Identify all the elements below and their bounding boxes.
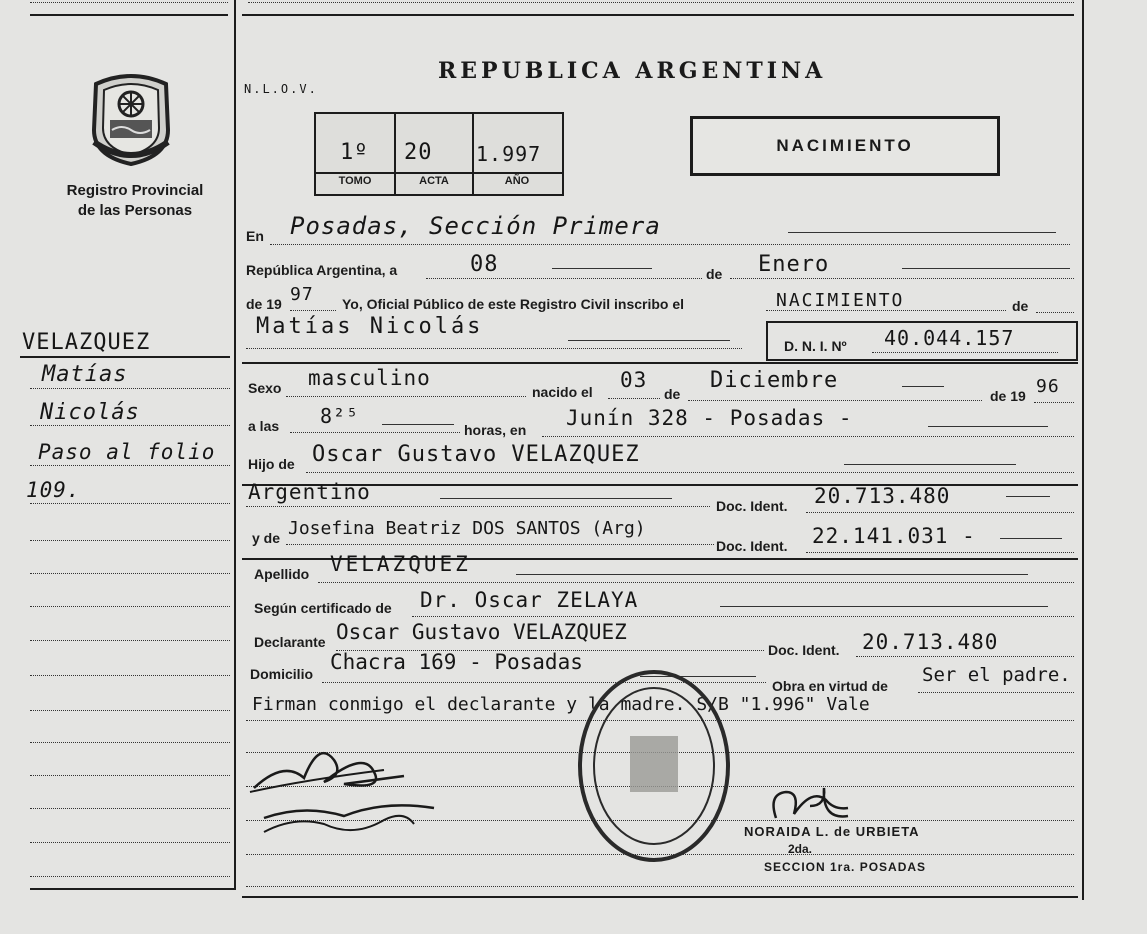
margin-surname-rule: [20, 356, 230, 358]
republica-label: República Argentina, a: [246, 262, 398, 278]
birth-month-dash: [902, 386, 944, 387]
country-title: REPUBLICA ARGENTINA: [438, 58, 827, 84]
name-dash: [568, 340, 730, 341]
certificate-value: Dr. Oscar ZELAYA: [420, 588, 639, 612]
month-value: Enero: [758, 252, 830, 277]
surname-value: VELAZQUEZ: [330, 552, 471, 576]
year-line: [290, 310, 336, 311]
father-value: Oscar Gustavo VELAZQUEZ: [312, 442, 640, 467]
de19-label: de 19: [246, 296, 282, 312]
segun-label: Según certificado de: [254, 600, 392, 616]
obra-value: Ser el padre.: [922, 664, 1071, 686]
domicilio-label: Domicilio: [250, 666, 314, 682]
official-name: NORAIDA L. de URBIETA: [744, 824, 920, 839]
left-top-rule: [30, 14, 228, 16]
surname-line: [318, 582, 1074, 583]
certificate-line: [412, 616, 1074, 617]
apellido-label: Apellido: [254, 566, 310, 582]
name-line: [246, 348, 742, 349]
birth-month-line: [688, 400, 982, 401]
mother-value: Josefina Beatriz DOS SANTOS (Arg): [288, 518, 646, 539]
year-suffix: 97: [290, 284, 314, 305]
father-nat-value: Argentino: [248, 480, 371, 504]
act-kind-value: NACIMIENTO: [776, 290, 905, 311]
official-signature: [764, 780, 944, 830]
sexo-label: Sexo: [248, 380, 282, 396]
day-value: 08: [470, 252, 499, 277]
father-doc-line: [806, 512, 1074, 513]
horas-label: horas, en: [464, 422, 527, 438]
certificate-dash: [720, 606, 1048, 607]
record-box: [314, 112, 564, 196]
alas-label: a las: [248, 418, 280, 434]
declarant-signature: [244, 720, 444, 860]
hour-line: [290, 432, 460, 433]
birth-year-value: 96: [1036, 376, 1060, 397]
margin-note2: 109.: [26, 478, 81, 502]
doc-label-2: Doc. Ident.: [716, 538, 788, 554]
address-line: [542, 436, 1074, 437]
act-type-box: [690, 116, 1000, 176]
left-column-border: [234, 0, 236, 890]
margin-surname: VELAZQUEZ: [22, 330, 151, 355]
en-line: [270, 244, 1070, 245]
hijo-label: Hijo de: [248, 456, 295, 472]
declarant-doc-value: 20.713.480: [862, 630, 999, 654]
oficial-label: Yo, Oficial Público de este Registro Civil inscribo el: [342, 296, 685, 312]
ano-value: 1.997: [476, 142, 542, 166]
top-rule: [242, 14, 1074, 16]
day-dash: [552, 268, 652, 269]
act-type-label: NACIMIENTO: [776, 136, 914, 155]
address-value: Junín 328 - Posadas -: [566, 406, 853, 430]
yde-label: y de: [252, 530, 281, 546]
official-line3: SECCION 1ra. POSADAS: [764, 860, 927, 874]
left-bottom-rule: [30, 888, 234, 890]
de-label-2: de: [1012, 298, 1029, 314]
registry-title-line2: de las Personas: [77, 202, 193, 219]
dni-value: 40.044.157: [884, 326, 1015, 350]
mother-doc-dash: [1000, 538, 1062, 539]
record-code: N.L.O.V.: [244, 82, 318, 96]
birth-year-line: [1034, 402, 1074, 403]
obra-label: Obra en virtud de: [772, 678, 888, 694]
de-label: de: [706, 266, 723, 282]
father-line: [306, 472, 1074, 473]
hour-value: 8²⁵: [320, 404, 360, 428]
name-bottom-rule: [242, 362, 1078, 364]
margin-given2: Nicolás: [40, 400, 140, 425]
acta-label: ACTA: [419, 175, 449, 187]
en-dash: [788, 232, 1056, 233]
birth-day-line: [608, 398, 660, 399]
ano-label: AÑO: [504, 175, 530, 187]
margin-note1: Paso al folio: [38, 440, 216, 464]
acta-value: 20: [404, 140, 433, 165]
father-doc-dash: [1006, 496, 1050, 497]
sexo-value: masculino: [308, 366, 431, 390]
dni-line: [872, 352, 1058, 353]
registry-title-line1: Registro Provincial: [66, 182, 204, 199]
day-line: [426, 278, 702, 279]
domicile-value: Chacra 169 - Posadas: [330, 650, 583, 674]
month-dash: [902, 268, 1070, 269]
registry-seal: [88, 70, 174, 166]
margin-given1: Matías: [42, 362, 128, 387]
de19b-label: de 19: [990, 388, 1026, 404]
top-dotted: [248, 2, 1074, 3]
birth-month-value: Diciembre: [710, 368, 839, 393]
nacido-label: nacido el: [532, 384, 593, 400]
father-doc-value: 20.713.480: [814, 484, 951, 508]
name-value: Matías Nicolás: [256, 314, 484, 339]
hour-dash: [382, 424, 454, 425]
mother-doc-line: [806, 552, 1074, 553]
bottom-rule: [242, 896, 1078, 898]
official-line2: 2da.: [788, 842, 813, 856]
mother-doc-value: 22.141.031 -: [812, 524, 976, 548]
en-label: En: [246, 228, 264, 244]
declarante-label: Declarante: [254, 634, 326, 650]
act-kind-line: [766, 310, 1006, 311]
de-label-3: de: [664, 386, 681, 402]
doc-label-1: Doc. Ident.: [716, 498, 788, 514]
father-nat-line: [246, 506, 710, 507]
sign-line-value: Firman conmigo el declarante y la madre. S/B "1.996" Vale: [252, 694, 870, 715]
surname-dash: [516, 574, 1028, 575]
tomo-label: TOMO: [338, 175, 372, 187]
de2-line: [1036, 312, 1074, 313]
sexo-line: [286, 396, 526, 397]
month-line: [730, 278, 1074, 279]
official-stamp: [574, 666, 734, 866]
tomo-value: 1º: [340, 140, 369, 165]
dni-label: D. N. I. Nº: [784, 338, 847, 354]
father-nat-dash: [440, 498, 672, 499]
address-dash: [928, 426, 1048, 427]
mother-line: [286, 544, 714, 545]
right-border: [1082, 0, 1084, 900]
obra-line: [918, 692, 1074, 693]
place-value: Posadas, Sección Primera: [290, 212, 661, 240]
left-top-dotted: [30, 2, 228, 3]
declarant-value: Oscar Gustavo VELAZQUEZ: [336, 620, 627, 644]
birth-day-value: 03: [620, 368, 648, 392]
doc-label-3: Doc. Ident.: [768, 642, 840, 658]
declarant-doc-line: [856, 656, 1074, 657]
father-dash: [844, 464, 1016, 465]
